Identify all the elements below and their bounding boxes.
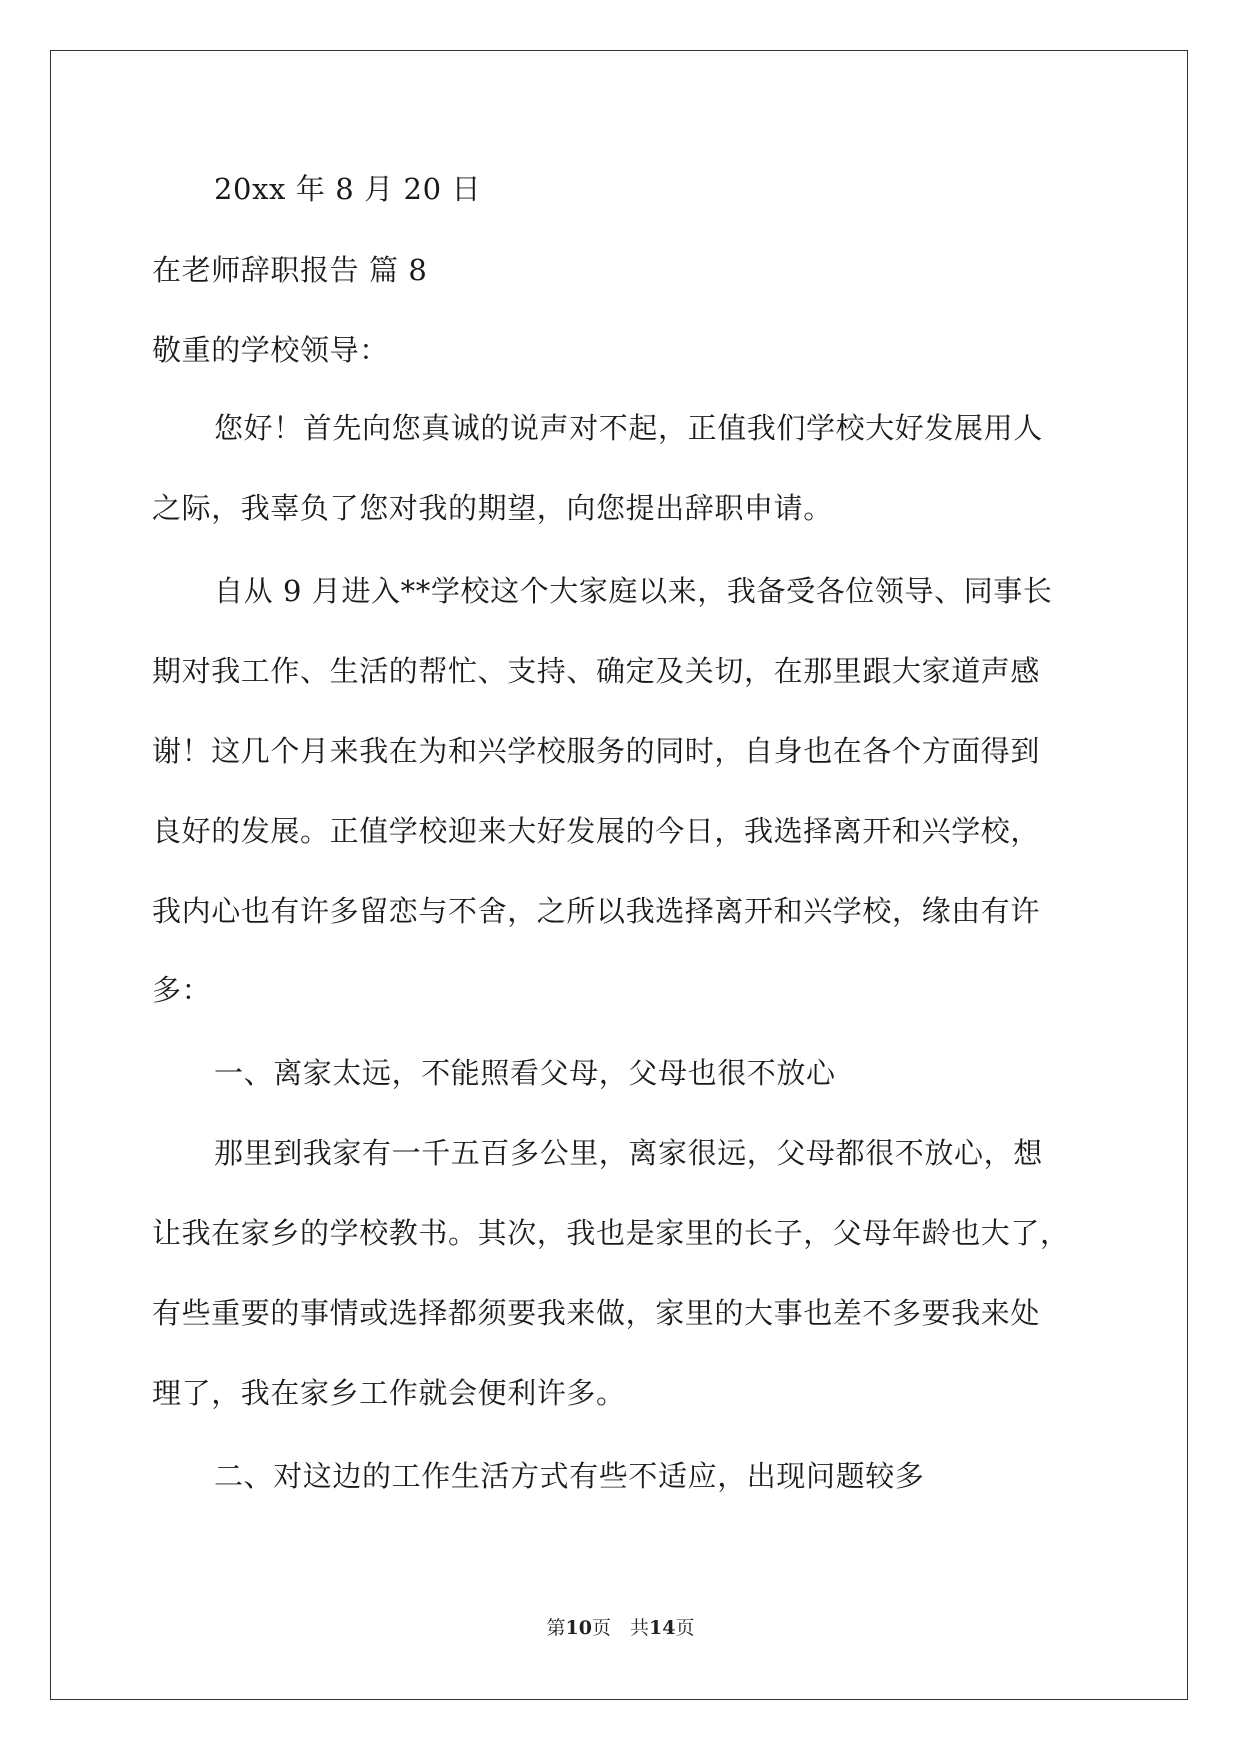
text-line: 良好的发展。正值学校迎来大好发展的今日，我选择离开和兴学校， bbox=[152, 814, 1041, 848]
text-line: 自从 9 月进入**学校这个大家庭以来，我备受各位领导、同事长 bbox=[214, 574, 1053, 608]
page-prefix: 第 bbox=[546, 1617, 566, 1639]
text-line: 让我在家乡的学校教书。其次，我也是家里的长子，父母年龄也大了， bbox=[152, 1216, 1070, 1250]
heading-item-one: 一、离家太远，不能照看父母，父母也很不放心 bbox=[214, 1056, 836, 1090]
text-line: 理了，我在家乡工作就会便利许多。 bbox=[152, 1376, 626, 1410]
page-current: 10 bbox=[565, 1617, 592, 1639]
page-border bbox=[50, 50, 1188, 1700]
text-line: 我内心也有许多留恋与不舍，之所以我选择离开和兴学校，缘由有许 bbox=[152, 894, 1041, 928]
salutation: 敬重的学校领导： bbox=[152, 333, 389, 367]
text-line: 之际，我辜负了您对我的期望，向您提出辞职申请。 bbox=[152, 491, 833, 525]
page-suffix: 页 bbox=[675, 1617, 695, 1639]
text-line: 您好！首先向您真诚的说声对不起，正值我们学校大好发展用人 bbox=[214, 411, 1043, 445]
text-line: 那里到我家有一千五百多公里，离家很远，父母都很不放心，想 bbox=[214, 1136, 1043, 1170]
text-line: 有些重要的事情或选择都须要我来做，家里的大事也差不多要我来处 bbox=[152, 1296, 1041, 1330]
page-mid: 页 共 bbox=[591, 1617, 649, 1639]
text-line: 谢！这几个月来我在为和兴学校服务的同时，自身也在各个方面得到 bbox=[152, 734, 1041, 768]
page-footer bbox=[0, 1615, 1241, 1641]
section-title: 在老师辞职报告 篇 8 bbox=[152, 253, 428, 287]
text-line: 多： bbox=[152, 973, 212, 1007]
heading-item-two: 二、对这边的工作生活方式有些不适应，出现问题较多 bbox=[214, 1459, 925, 1493]
text-line: 期对我工作、生活的帮忙、支持、确定及关切，在那里跟大家道声感 bbox=[152, 654, 1041, 688]
page-total: 14 bbox=[649, 1617, 676, 1639]
date-line: 20xx 年 8 月 20 日 bbox=[214, 172, 482, 206]
